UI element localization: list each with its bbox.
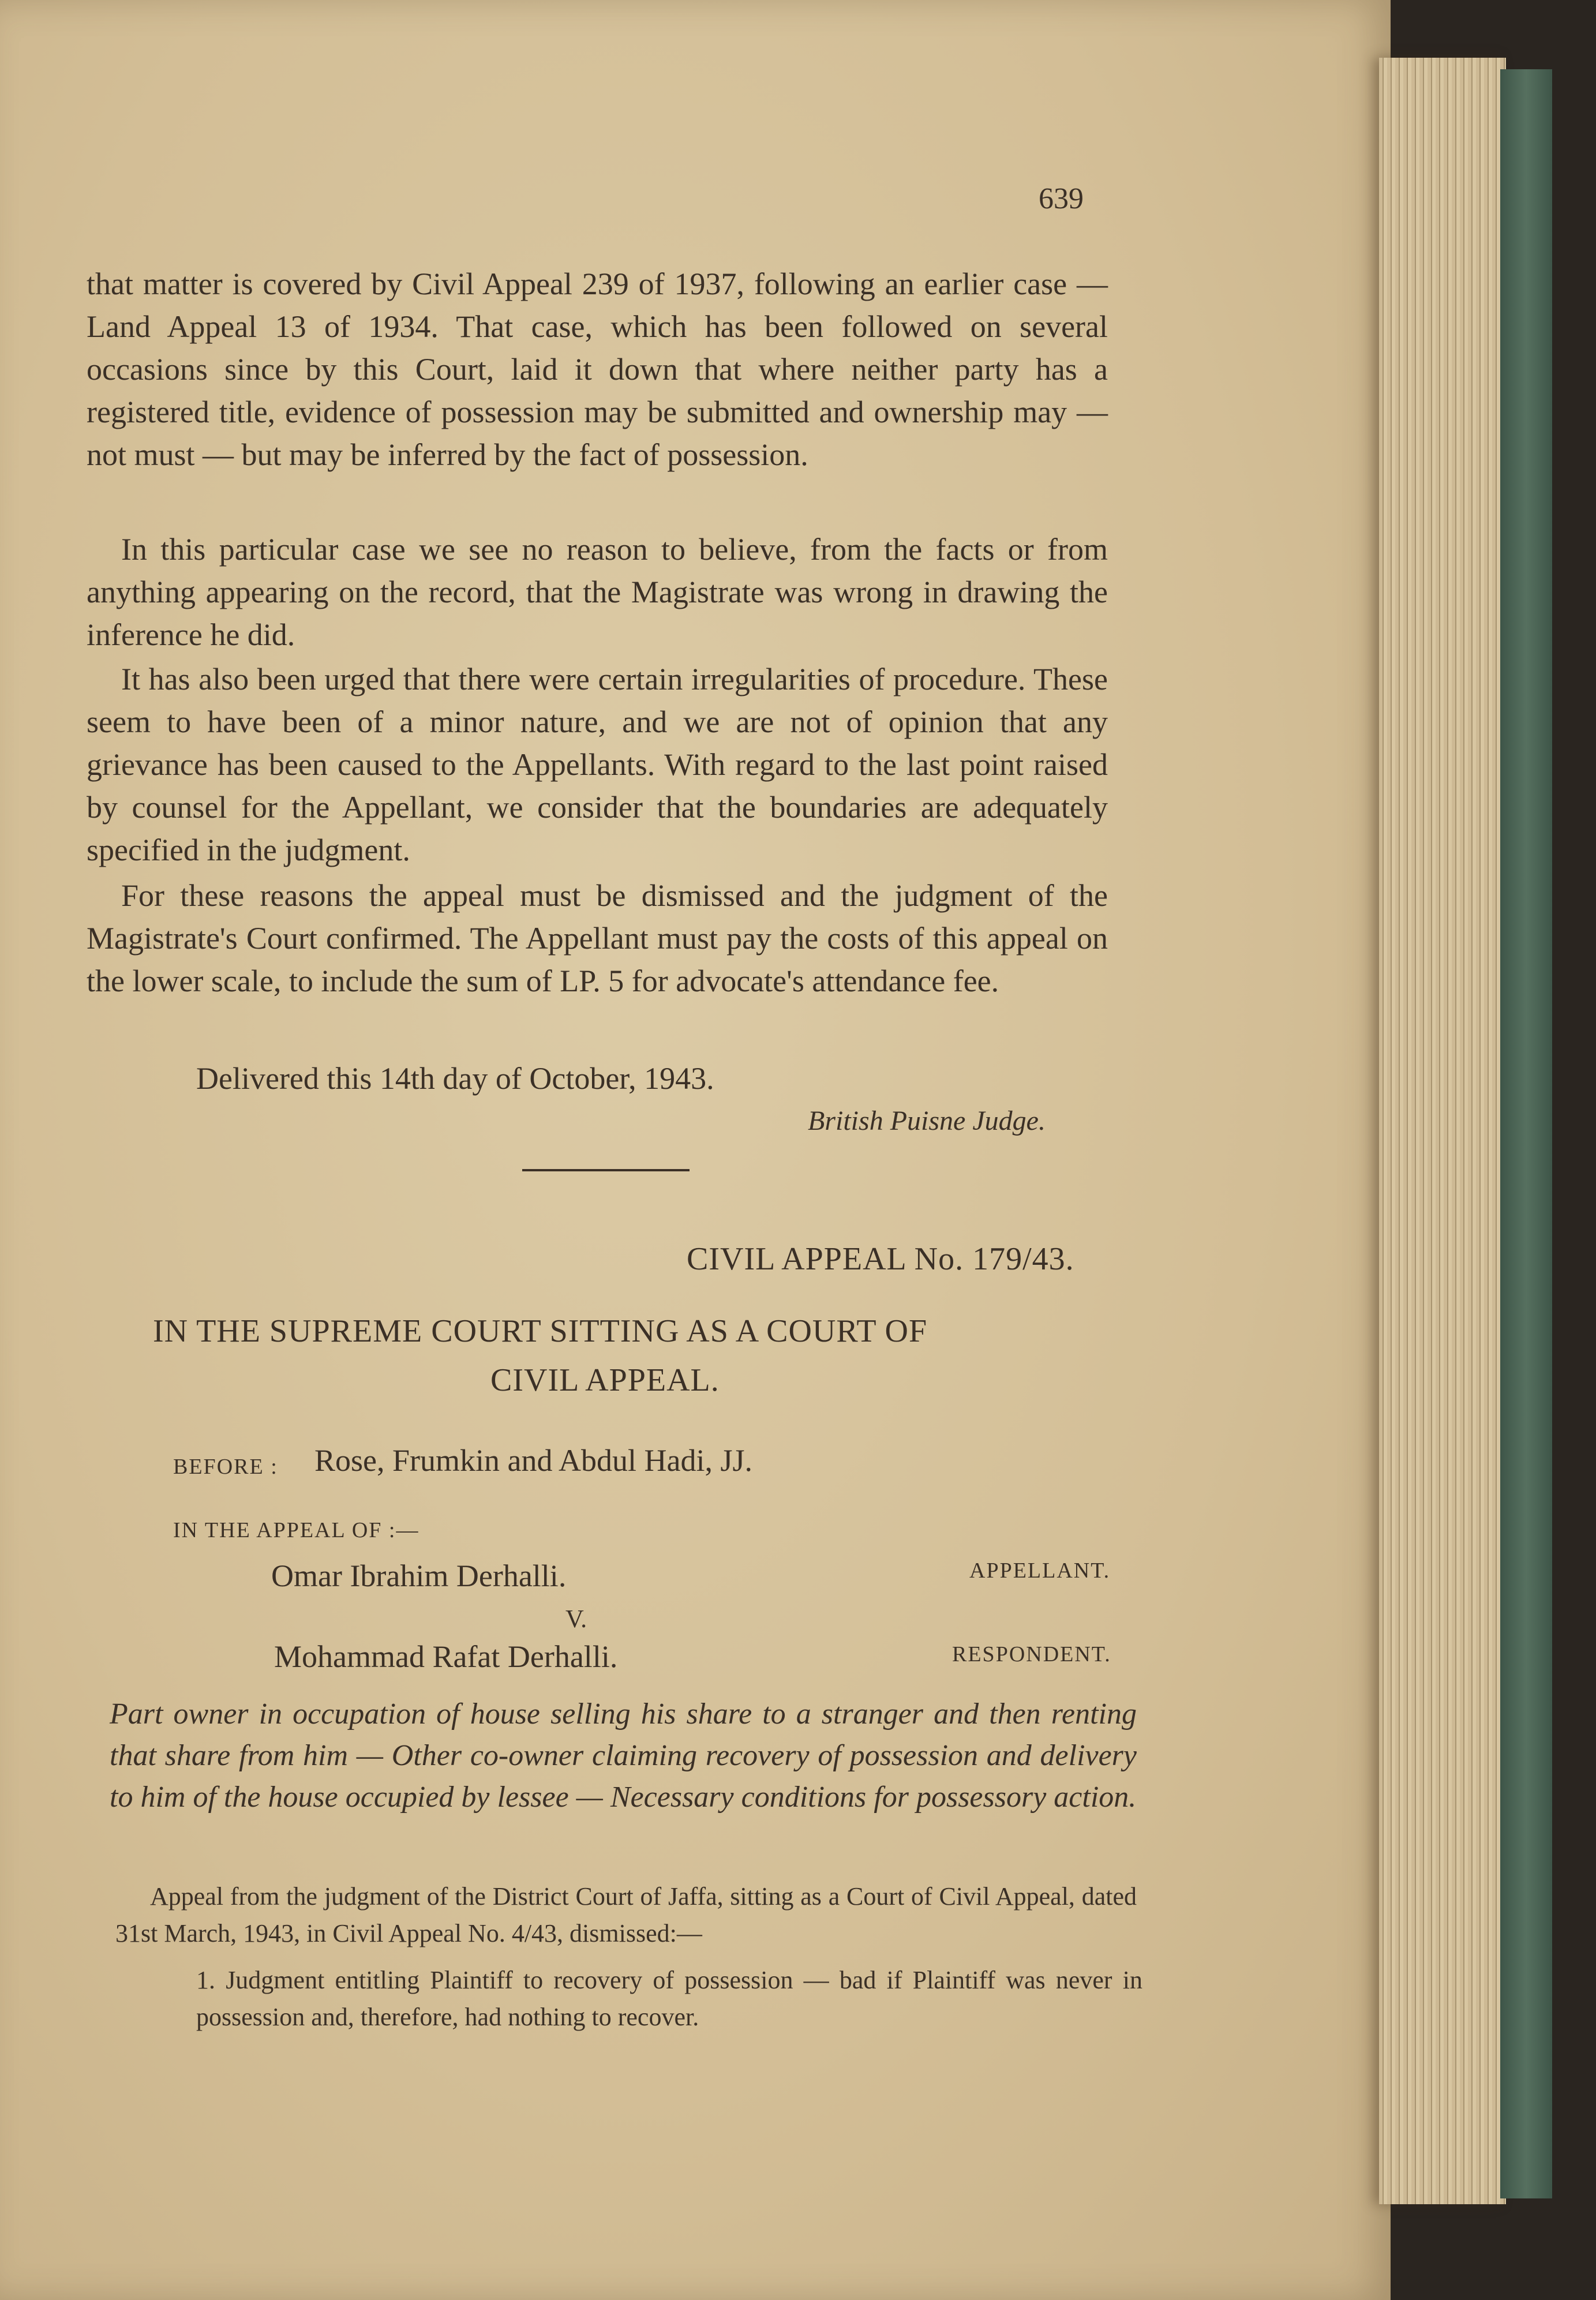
- delivered-line: Delivered this 14th day of October, 1943.: [196, 1061, 714, 1096]
- page-number: 639: [1039, 182, 1084, 215]
- case-title: CIVIL APPEAL No. 179/43.: [687, 1241, 1074, 1277]
- paragraph-3: It has also been urged that there were certain irregularities of procedure. These seem to have been of a minor nature, and we are not of opinion that any grievance has been caused to the Appellants. With regard to the last point raised by counsel for the Appellant, we consider that the boundaries are adequately specified in the judgment.: [87, 662, 1108, 867]
- cover-spine-edge: [1500, 69, 1552, 2198]
- before-label: BEFORE :: [173, 1455, 278, 1479]
- appellant-label: APPELLANT.: [969, 1559, 1111, 1583]
- paragraph-4: For these reasons the appeal must be dismissed and the judgment of the Magistrate's Court confirmed. The Appellant must pay the costs of this appeal on the lower scale, to include the sum of LP. 5 for advocate's attendance fee.: [87, 878, 1108, 998]
- section-divider: [522, 1169, 690, 1171]
- paragraph-1: that matter is covered by Civil Appeal 239 of 1937, following an earlier case — Land Appeal 13 of 1934. That case, which has been followed on several occasions since by this Court, laid it down that where neither party has a registered title, evidence of possession may be submitted and ownership may — not must — but may be inferred by the fact of possession.: [87, 267, 1108, 472]
- court-heading-line-1: IN THE SUPREME COURT SITTING AS A COURT OF: [153, 1313, 928, 1349]
- page-edges: [1379, 58, 1506, 2204]
- before-judges: Rose, Frumkin and Abdul Hadi, JJ.: [314, 1443, 753, 1478]
- appeal-from: Appeal from the judgment of the District Court of Jaffa, sitting as a Court of Civil Appeal, dated 31st March, 1943, in Civil Appeal No. 4/43, dismissed:—: [115, 1882, 1137, 1947]
- appellant-name: Omar Ibrahim Derhalli.: [271, 1559, 567, 1593]
- court-heading-line-2: CIVIL APPEAL.: [490, 1362, 720, 1398]
- appeal-of-label: IN THE APPEAL OF :—: [173, 1518, 419, 1542]
- point-1: 1. Judgment entitling Plaintiff to recovery of possession — bad if Plaintiff was never in possession and, therefore, had nothing to recover.: [196, 1966, 1142, 2031]
- judge-signature: British Puisne Judge.: [808, 1106, 1046, 1136]
- paragraph-2: In this particular case we see no reason to believe, from the facts or from anything appearing on the record, that the Magistrate was wrong in drawing the inference he did.: [87, 532, 1108, 652]
- versus: V.: [565, 1605, 587, 1633]
- headnote: Part owner in occupation of house selling his share to a stranger and then renting that share from him — Other co-owner claiming recovery of possession and delivery to him of the house occupied by lessee — Necessary conditions for possessory action.: [110, 1698, 1137, 1814]
- respondent-label: RESPONDENT.: [952, 1642, 1111, 1666]
- respondent-name: Mohammad Rafat Derhalli.: [274, 1639, 618, 1674]
